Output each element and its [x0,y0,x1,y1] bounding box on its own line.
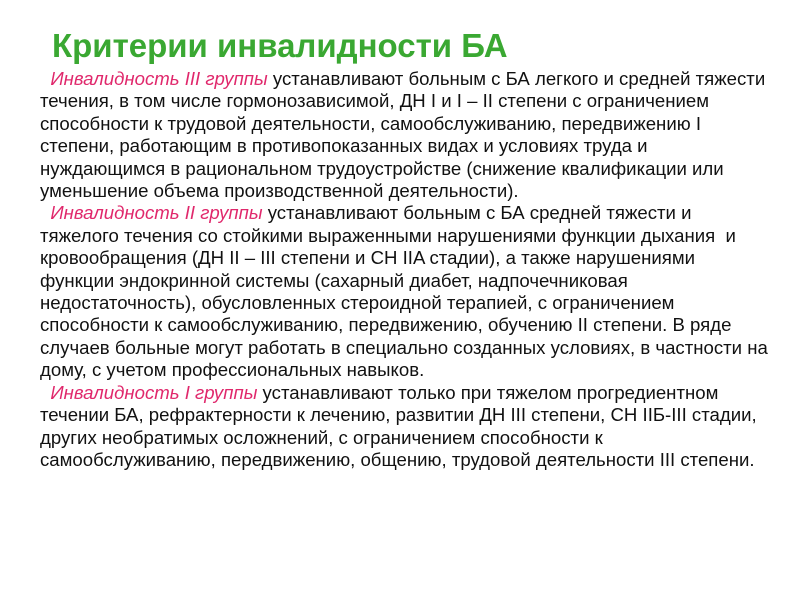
paragraph-group-1 [40,382,772,472]
paragraph-group-2 [40,202,772,381]
group-1-heading: Инвалидность I группы [40,381,258,403]
group-2-text: устанавливают больным с БА средней тяжести и тяжелого течения со стойкими выраженными нарушениями функции дыхания и кровообращения (ДН II – III степени и СН IIA стадии), а также нарушениями функции эндокринной системы (сахарный диабет, надпочечниковая недостаточность), обусловленных стероидной терапией, с ограничением способности к самообслуживанию, передвижению, обучению II степени. В ряде случаев больные могут работать в специально созданных условиях, в частности на дому, с учетом профессиональных навыков. [40,202,774,381]
group-3-text: устанавливают больным с БА легкого и средней тяжести течения, в том числе гормонозависимой, ДН I и I – II степени с ограничением способности к трудовой деятельности, самообслуживанию, передвижению I степени, работающим в противопоказанных видах и условиях труда и нуждающимся в рациональном трудоустройстве (снижение квалификации или уменьшение объема производственной деятельности). [40,68,771,202]
group-1-text: устанавливают только при тяжелом прогредиентном течении БА, рефрактерности к лечению, развитии ДН III степени, СН IIБ-III стадии, других необратимых осложнений, с ограничением способности к самообслуживанию, передвижению, общению, трудовой деятельности III степени. [40,381,762,470]
group-3-heading: Инвалидность III группы [40,68,268,89]
slide-title: Критерии инвалидности БА [52,27,508,64]
group-2-heading: Инвалидность II группы [40,202,263,224]
paragraph-group-3 [40,68,772,202]
slide-body [40,68,772,471]
